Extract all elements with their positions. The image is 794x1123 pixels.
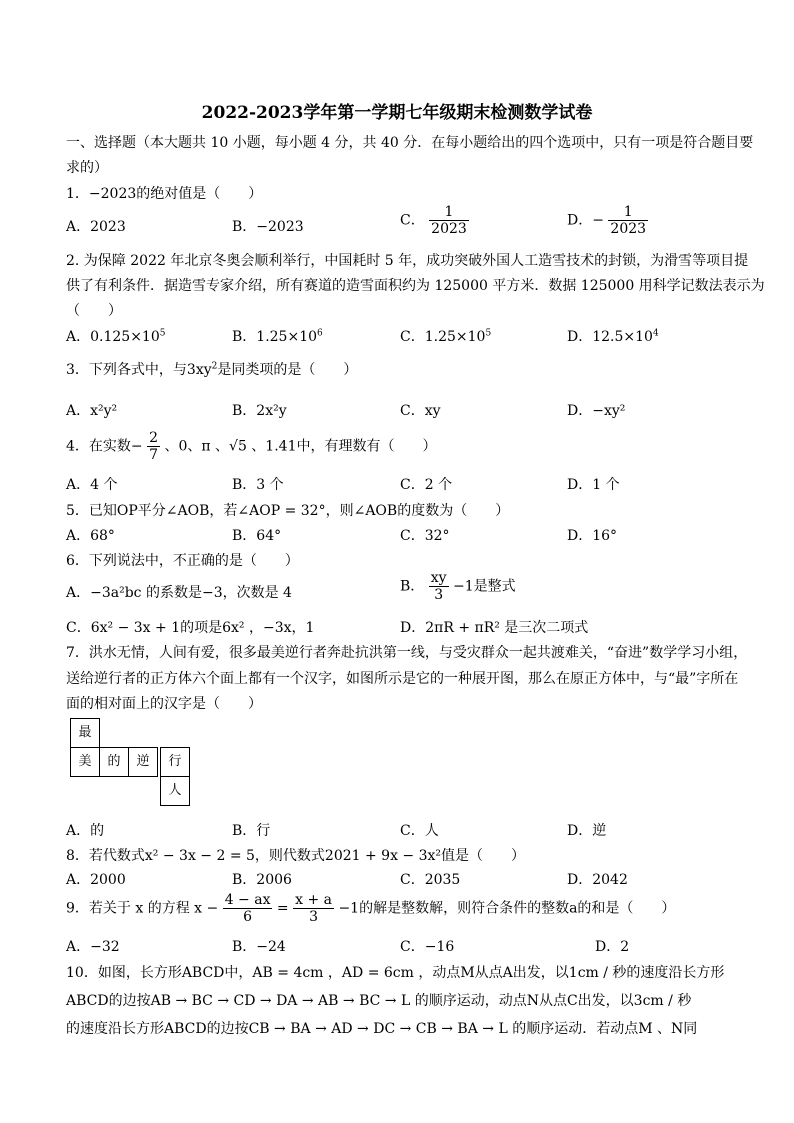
q2-a-base: A．0.125×10 [66,329,160,345]
q4-option-a: A．4 个 [66,477,118,493]
section-header-line1: 一、选择题（本大题共 10 小题，每小题 4 分，共 40 分．在每小题给出的四个选项中，只有一项是符合题目要 [66,135,754,151]
q1-d-fraction [608,204,648,237]
q4-option-d: D．1 个 [567,477,620,493]
q6-option-c: C．6x² − 3x + 1的项是6x² ，−3x，1 [66,620,315,636]
q6-b-fraction [429,570,449,603]
q9-option-a: A．−32 [66,939,120,955]
q7-line2: 送给逆行者的正方体六个面上都有一个汉字，如图所示是它的一种展开图，那么在原正方体中，与“最”字所在 [66,671,739,687]
net-cell-xing: 行 [160,747,190,777]
q9-fraction-2 [293,892,334,925]
net-cell-mei: 美 [70,747,100,777]
q2-d-exp: 4 [652,328,659,339]
q9-stem [66,892,675,925]
q5-stem: 5．已知OP平分∠AOB，若∠AOP = 32°，则∠AOB的度数为（ ） [66,503,510,519]
q7-option-c: C．人 [400,823,439,839]
q10-line1: 10．如图，长方形ABCD中，AB = 4cm ，AD = 6cm ，动点M从点A出发，以1cm / 秒的速度沿长方形 [66,965,725,981]
q5-option-d: D．16° [567,528,618,544]
q3-stem-exp: 2 [211,361,218,372]
net-cell-de: 的 [99,747,129,777]
net-cell-ni: 逆 [128,747,158,777]
q3-option-b: B．2x²y [232,403,287,419]
q2-option-c [400,326,491,346]
q7-line1: 7．洪水无情，人间有爱，很多最美逆行者奔赴抗洪第一线，与受灾群众一起共渡难关，“奋进”数学学习小组， [66,645,748,661]
q3-stem-pre: 3．下列各式中，与3xy [66,362,212,378]
q1-option-b: B．−2023 [232,219,304,235]
q7-option-a: A．的 [66,823,105,839]
q4-numerator: 2 [149,430,159,446]
q9-option-c: C．−16 [400,939,455,955]
q2-c-exp: 5 [485,328,492,339]
q6-b-denominator: 3 [434,587,444,604]
q9-option-b: B．−24 [232,939,286,955]
q6-b-numerator: xy [430,570,447,586]
q3-option-a: A．x²y² [66,403,118,419]
section-header-line2: 求的） [66,160,108,176]
q10-line2: ABCD的边按AB → BC → CD → DA → AB → BC → L 的顺序运动，动点N从点C出发，以3cm / 秒 [66,993,692,1009]
q1-d-prefix: D．− [567,212,604,229]
q3-option-d: D．−xy² [567,403,626,419]
q1-c-numerator: 1 [429,204,469,221]
q2-b-base: B．1.25×10 [232,329,318,345]
q4-stem [66,430,436,463]
q1-d-denominator: 2023 [610,221,647,238]
q7-line3: 面的相对面上的汉字是（ ） [66,696,262,712]
q1-c-prefix: C． [400,212,425,229]
q3-stem [66,359,357,379]
q6-option-d: D．2πR + πR² 是三次二项式 [400,620,589,636]
q9-stem-post: −1的解是整数解，则符合条件的整数a的和是（ ） [338,900,676,917]
q6-b-prefix: B． [400,578,425,595]
q4-fraction [147,430,160,463]
q4-denominator: 7 [149,447,159,464]
q6-b-post: −1是整式 [453,578,516,595]
q2-option-b [232,326,323,346]
q9-f1-numerator: 4 − ax [224,892,271,908]
q9-equals: = [276,900,289,917]
q2-c-base: C．1.25×10 [400,329,486,345]
q8-option-c: C．2035 [400,872,461,888]
q2-d-base: D．12.5×10 [567,329,653,345]
q3-option-c: C．xy [400,403,441,419]
net-cell-ren: 人 [160,776,190,806]
q5-option-b: B．64° [232,528,282,544]
q9-fraction-1 [223,892,273,925]
q2-line3: （ ） [66,303,122,319]
q1-option-c [400,204,469,237]
q9-option-d: D．2 [595,939,630,955]
q3-stem-post: 是同类项的是（ ） [217,362,358,378]
q6-stem: 6．下列说法中，不正确的是（ ） [66,553,299,569]
q6-option-a: A．−3a²bc 的系数是−3，次数是 4 [66,585,292,601]
q2-line2: 供了有利条件．据造雪专家介绍，所有赛道的造雪面积约为 125000 平方米．数据 125000 用科学记数法表示为 [66,278,765,294]
q4-stem-post: 、0、π 、√5 、1.41中，有理数有（ ） [164,438,437,455]
q9-f2-denominator: 3 [309,909,318,926]
q8-stem: 8．若代数式x² − 3x − 2 = 5，则代数式2021 + 9x − 3x²值是（ ） [66,848,526,864]
q8-option-a: A．2000 [66,872,126,888]
q4-option-b: B．3 个 [232,477,284,493]
q1-option-d [567,204,648,237]
q9-stem-pre: 9．若关于 x 的方程 x − [66,900,219,917]
q2-a-exp: 5 [159,328,166,339]
q9-f1-denominator: 6 [243,909,253,926]
q9-f2-numerator: x + a [295,892,332,908]
q8-option-b: B．2006 [232,872,292,888]
q4-option-c: C．2 个 [400,477,453,493]
q7-option-d: D．逆 [567,823,607,839]
q5-option-a: A．68° [66,528,115,544]
q2-option-d [567,326,659,346]
q2-option-a [66,326,165,346]
q10-line3: 的速度沿长方形ABCD的边按CB → BA → AD → DC → CB → BA → L 的顺序运动．若动点M 、N同 [66,1021,698,1037]
q1-c-fraction [429,204,469,237]
q2-b-exp: 6 [317,328,323,339]
q6-option-b [400,570,516,603]
q8-option-d: D．2042 [567,872,628,888]
q1-c-denominator: 2023 [431,221,467,238]
q1-option-a: A．2023 [66,219,126,235]
q1-d-numerator: 1 [608,204,648,221]
page-title: 2022-2023学年第一学期七年级期末检测数学试卷 [201,103,593,123]
net-cell-zui: 最 [70,718,100,748]
q4-stem-pre: 4．在实数− [66,438,143,455]
q1-stem: 1．−2023的绝对值是（ ） [66,186,263,202]
q2-line1: 2. 为保障 2022 年北京冬奥会顺利举行，中国耗时 5 年，成功突破外国人工造雪技术的封锁，为滑雪等项目提 [66,253,749,269]
q7-option-b: B．行 [232,823,271,839]
q5-option-c: C．32° [400,528,450,544]
